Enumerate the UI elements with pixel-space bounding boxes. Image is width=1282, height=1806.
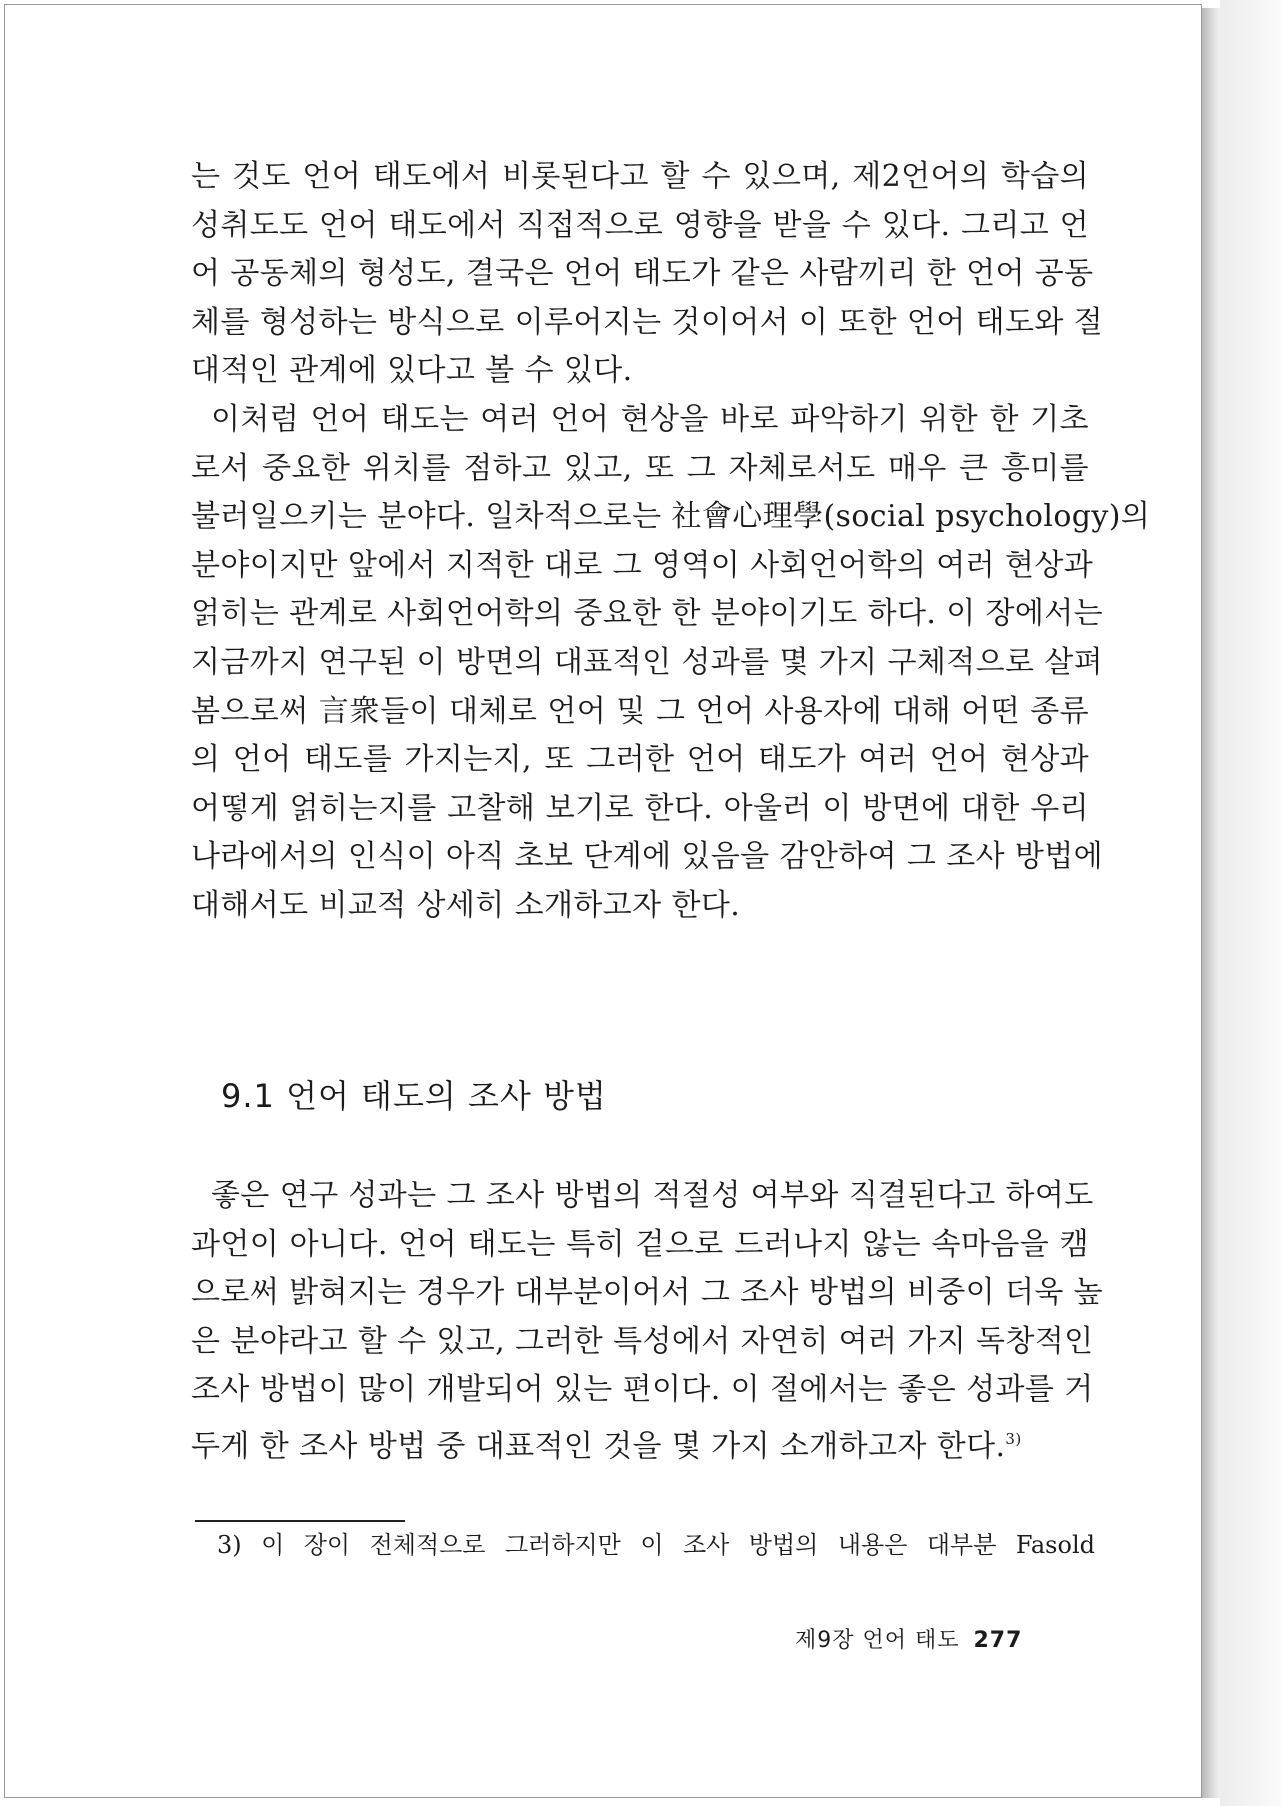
paragraph-line bbox=[191, 1415, 1089, 1464]
footnote-reference: 3) bbox=[1005, 1429, 1022, 1448]
book-page bbox=[4, 4, 1202, 1798]
footnote: 3) 이 장이 전체적으로 그러하지만 이 조사 방법의 내용은 대부분 Fasold bbox=[217, 1531, 1095, 1559]
paragraph-line: 불러일으키는 분야다. 일차적으로는 社會心理學(social psychology)의 bbox=[191, 499, 1151, 535]
section-heading: 9.1 언어 태도의 조사 방법 bbox=[221, 1077, 607, 1115]
page-shadow bbox=[1220, 0, 1282, 1806]
paragraph-survey-methods bbox=[191, 1172, 1104, 1464]
paragraph-line: 체를 형성하는 방식으로 이루어지는 것이어서 이 또한 언어 태도와 절 bbox=[191, 304, 1104, 340]
paragraph-continued bbox=[191, 153, 1104, 396]
paragraph-language-attitude bbox=[191, 396, 1151, 931]
paragraph-line: 과언이 아니다. 언어 태도는 특히 겉으로 드러나지 않는 속마음을 캠 bbox=[191, 1226, 1089, 1262]
paragraph-line: 분야이지만 앞에서 지적한 대로 그 영역이 사회언어학의 여러 현상과 bbox=[191, 547, 1094, 583]
paragraph-line: 봄으로써 言衆들이 대체로 언어 및 그 언어 사용자에 대해 어떤 종류 bbox=[191, 693, 1089, 729]
paragraph-line: 어 공동체의 형성도, 결국은 언어 태도가 같은 사람끼리 한 언어 공동 bbox=[191, 256, 1094, 292]
paragraph-line: 지금까지 연구된 이 방면의 대표적인 성과를 몇 가지 구체적으로 살펴 bbox=[191, 644, 1104, 680]
paragraph-line: 이처럼 언어 태도는 여러 언어 현상을 바로 파악하기 위한 한 기초 bbox=[211, 402, 1089, 437]
page-footer bbox=[795, 1623, 1022, 1654]
paragraph-line: 조사 방법이 많이 개발되어 있는 편이다. 이 절에서는 좋은 성과를 거 bbox=[191, 1372, 1094, 1408]
paragraph-line-text: 두게 한 조사 방법 중 대표적인 것을 몇 가지 소개하고자 한다. bbox=[191, 1428, 1006, 1464]
footnote-divider bbox=[195, 1520, 405, 1522]
paragraph-line: 얽히는 관계로 사회언어학의 중요한 한 분야이기도 하다. 이 장에서는 bbox=[191, 596, 1104, 632]
paragraph-line: 는 것도 언어 태도에서 비롯된다고 할 수 있으며, 제2언어의 학습의 bbox=[191, 159, 1089, 194]
paragraph-line: 의 언어 태도를 가지는지, 또 그러한 언어 태도가 여러 언어 현상과 bbox=[191, 742, 1089, 778]
paragraph-line: 대적인 관계에 있다고 볼 수 있다. bbox=[191, 353, 633, 389]
page-number: 277 bbox=[973, 1628, 1023, 1653]
paragraph-line: 대해서도 비교적 상세히 소개하고자 한다. bbox=[191, 887, 741, 923]
paragraph-line: 나라에서의 인식이 아직 초보 단계에 있음을 감안하여 그 조사 방법에 bbox=[191, 839, 1104, 875]
paragraph-line: 은 분야라고 할 수 있고, 그러한 특성에서 자연히 여러 가지 독창적인 bbox=[191, 1323, 1094, 1359]
page-stack-edge bbox=[1202, 8, 1220, 1798]
paragraph-line: 어떻게 얽히는지를 고찰해 보기로 한다. 아울러 이 방면에 대한 우리 bbox=[191, 790, 1089, 826]
paragraph-line: 으로써 밝혀지는 경우가 대부분이어서 그 조사 방법의 비중이 더욱 높 bbox=[191, 1275, 1104, 1311]
paragraph-line: 성취도도 언어 태도에서 직접적으로 영향을 받을 수 있다. 그리고 언 bbox=[191, 207, 1089, 243]
running-chapter-title: 제9장 언어 태도 bbox=[795, 1628, 960, 1653]
paragraph-line: 로서 중요한 위치를 점하고 있고, 또 그 자체로서도 매우 큰 흥미를 bbox=[191, 450, 1089, 486]
paragraph-line: 좋은 연구 성과는 그 조사 방법의 적절성 여부와 직결된다고 하여도 bbox=[211, 1178, 1094, 1213]
